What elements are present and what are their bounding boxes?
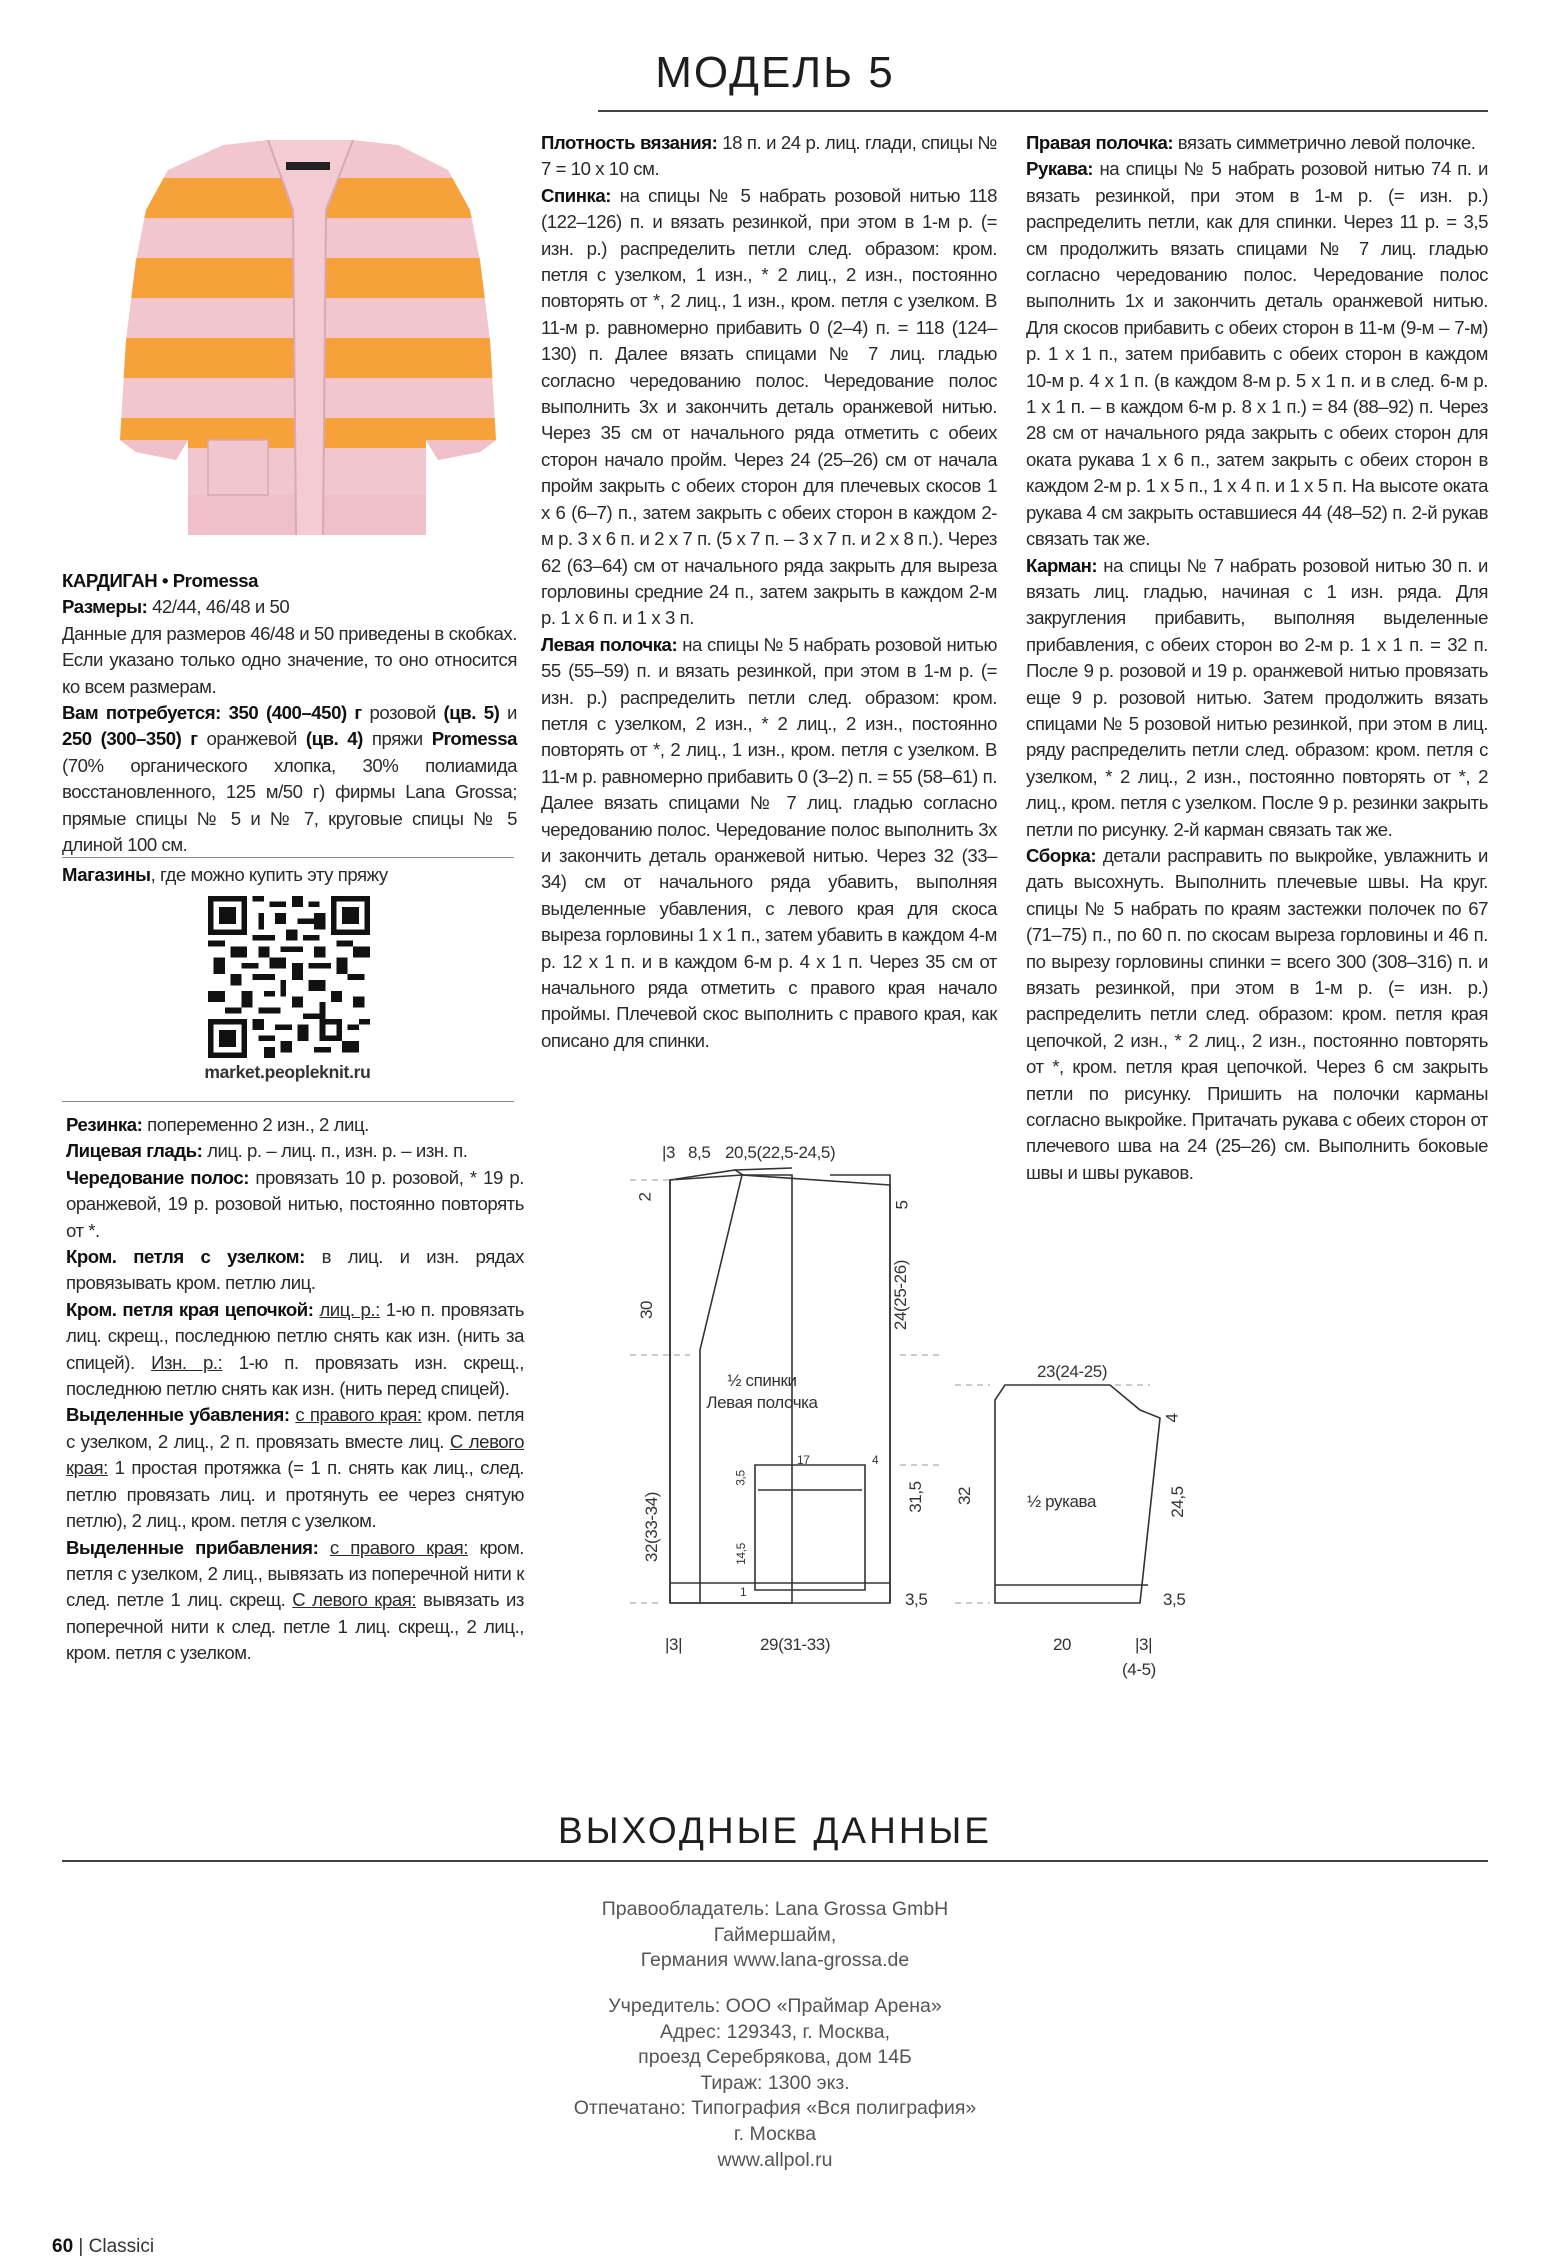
- knot-edge-label: Кром. петля с узелком:: [66, 1246, 305, 1268]
- sleeves-text: на спицы № 5 набрать розовой нитью 74 п. и вязать резинкой, при этом в 1-м р. (= изн. р.) распределить петли, как для спинки. Через 11 р. = 3,5 см продолжить вязать спицами № 7 лиц. гладью согласно чередованию полос. Чередование полос выполнить 1х и закончить деталь оранжевой нитью. Для скосов прибавить с обеих сторон в 11-м (9-м – 7-м) р. 1 х 1 п., затем прибавить с обеих сторон в каждом 10-м р. 4 х 1 п. (в каждом 8-м р. 5 х 1 п. и в след. 6-м р. 1 х 1 п. – в каждом 6-м р. 8 х 1 п.) = 84 (88–92) п. Через 28 см от начального ряда закрыть с обеих сторон для оката рукава 1 х 6 п., затем закрыть с обеих сторон в каждом 2-м р. 1 х 5 п., 1 х 4 п. и 1 х 5 п. На высоте оката рукава 4 см закрыть оставшиеся 44 (48–52) п. 2-й рукав связать так же.: [1026, 158, 1488, 550]
- imprint-line: Германия www.lana-grossa.de: [640, 1949, 910, 1972]
- sleeve-dim-top: 23(24-25): [1037, 1362, 1108, 1381]
- sizes-label: Размеры:: [62, 596, 148, 618]
- inc-left-text: вывязать из поперечной нити к след. петле 1 лиц. скрещ., 2 лиц., кром. петля с узелком.: [66, 1589, 524, 1664]
- footer-separator: |: [73, 2236, 89, 2257]
- chain-edge-ws-text: 1-ю п. провязать изн. скрещ., последнюю петлю снять как изн. (нить перед спицей).: [66, 1351, 525, 1400]
- middle-column: [541, 130, 997, 1054]
- imprint-line: Отпечатано: Типография «Вся полиграфия»: [573, 2097, 977, 2120]
- right-column: [1026, 130, 1488, 1186]
- dim-top-3-val: 3: [666, 1143, 676, 1162]
- imprint-line: Правообладатель: Lana Grossa GmbH: [601, 1898, 949, 1920]
- divider: [62, 1101, 514, 1102]
- dim-right-35: 3,5: [905, 1590, 928, 1609]
- pocket-dim-35: 3,5: [733, 1470, 748, 1486]
- sleeves-label: Рукава:: [1026, 158, 1093, 180]
- inc-left: С левого края:: [292, 1589, 417, 1611]
- page-number: 60: [52, 2236, 74, 2257]
- sleeve-dim-45: (4-5): [1122, 1660, 1156, 1679]
- left-front-text: на спицы № 5 набрать розовой нитью 55 (55–59) п. и вязать резинкой, при этом в 1-м р. (= изн. р.) распределить петли след. образом: кром. петля с узелком, 2 изн., * 2 лиц., 2 изн., постоянно повторять от *, 2 лиц., 1 изн., кром. петля с узелком. В 11-м р. равномерно прибавить 0 (3–2) п. = 55 (58–61) п. Далее вязать спицами № 7 лиц. гладью согласно чередованию полос. Чередование полос выполнить 3х и закончить деталь оранжевой нитью. Через 32 (33–34) см от начального ряда убавить, выполняя выделенные убавления, с левого края для скоса выреза горловины 1 х 1 п., затем убавить в каждом 4-м р. 12 х 1 п. и в каждом 6-м р. 4 х 1 п. Через 35 см от начального ряда отметить с правого края начало проймы. Плечевой скос выполнить с правого края, как описано для спинки.: [541, 633, 997, 1051]
- inc-right-text: кром. петля с узелком, 2 лиц., вывязать из поперечной нити к след. петле 1 лиц. скрещ.: [66, 1536, 524, 1611]
- stockinette-text: лиц. р. – лиц. п., изн. р. – изн. п.: [202, 1140, 468, 1162]
- assembly-text: детали расправить по выкройке, увлажнить и дать высохнуть. Выполнить плечевые швы. На круг. спицы № 5 набрать по краям застежки полочек по 67 (71–75) п., по 60 п. по скосам выреза горловины и 46 п. по вырезу горловины спинки = всего 300 (308–316) п. и вязать резинкой, при этом в 1-м р. (= изн. р.) распределить петли след. образом: кром. петля края цепочкой, 2 изн., * 2 лиц., 2 изн., постоянно повторять от *, кром. петля края цепочкой. Через 6 см закрыть петли по рисунку. Пришить на полочки карманы согласно выкройке. Притачать рукава с обеих сторон от плечевого шва на 24 (25–26) см. Выполнить боковые швы и швы рукавов.: [1026, 844, 1488, 1183]
- sleeve-dim-3: |3|: [1135, 1635, 1153, 1654]
- imprint-title: ВЫХОДНЫЕ ДАННЫЕ: [558, 1810, 992, 1851]
- need-orange-code: (цв. 4): [305, 728, 363, 750]
- sizes-value: 42/44, 46/48 и 50: [147, 596, 290, 618]
- dim-top-3: |3: [662, 1143, 676, 1162]
- right-front-text: вязать симметрично левой полочке.: [1173, 132, 1476, 153]
- dim-right-24: 24(25-26): [891, 1259, 911, 1331]
- chain-edge-ws: Изн. р.:: [151, 1351, 223, 1373]
- dim-right-315: 31,5: [905, 1481, 925, 1513]
- dec-right: с правого края:: [295, 1404, 422, 1426]
- imprint-line: Учредитель: ООО «Праймар Арена»: [608, 1995, 942, 2017]
- imprint-line: проезд Серебрякова, дом 14Б: [638, 2046, 912, 2069]
- need-text-3: оранжевой: [197, 728, 306, 750]
- dim-left-32: 32(33-34): [642, 1491, 662, 1563]
- sleeve-label: ½ рукава: [1027, 1492, 1097, 1511]
- pocket-text: на спицы № 7 набрать розовой нитью 30 п. и вязать лиц. гладью, начиная с 1 изн. ряда. Для закругления прибавить, выполняя выделенные прибавления, с обеих сторон во 2-м р. 1 х 1 п. = 32 п. После 9 р. розовой и 19 р. оранжевой нитью провязать еще 9 р. розовой нитью. Затем продолжить вязать спицами № 5 розовой нитью резинкой, при этом в лиц. ряду распределить петли след. образом: кром. петля с узелком, * 2 лиц., 2 изн., постоянно повторять от *, 2 лиц., кром. петля с узелком. После 9 р. резинки закрыть петли по рисунку. 2-й карман связать так же.: [1026, 554, 1488, 840]
- sleeve-dim-20: 20: [1053, 1635, 1072, 1654]
- qr-url[interactable]: market.peopleknit.ru: [204, 1062, 371, 1082]
- chain-edge-rs-text: 1-ю п. провязать лиц. скрещ., последнюю петлю снять как изн. (нить за спицей).: [66, 1298, 525, 1373]
- stripes-label: Чередование полос:: [66, 1166, 249, 1188]
- dim-bottom-3-val: 3: [669, 1635, 679, 1654]
- dec-right-text: кром. петля с узелком, 2 лиц., 2 п. провязать вместе лиц.: [66, 1404, 525, 1452]
- need-text-1: розовой: [361, 702, 444, 724]
- materials-block: [62, 568, 517, 858]
- title-rule: [598, 110, 1488, 112]
- dec-left: С левого края:: [66, 1430, 524, 1479]
- dim-right-5: 5: [892, 1200, 912, 1210]
- dec-label: Выделенные убавления:: [66, 1404, 290, 1426]
- dim-left-2: 2: [635, 1192, 655, 1202]
- knot-edge-text: в лиц. и изн. рядах провязывать кром. петлю лиц.: [66, 1246, 524, 1294]
- imprint-line: Адрес: 129343, г. Москва,: [659, 2020, 891, 2043]
- need-orange-qty: 250 (300–350) г: [62, 728, 198, 750]
- rib-text: попеременно 2 изн., 2 лиц.: [142, 1114, 369, 1135]
- sleeve-dim-245: 24,5: [1167, 1486, 1187, 1518]
- dec-left-text: 1 простая протяжка (= 1 п. снять как лиц., след. петлю провязать лиц. и протянуть ее через снятую петлю), 2 лиц., кром. петля с узелком.: [66, 1457, 524, 1532]
- imprint-line: Тираж: 1300 экз.: [700, 2071, 850, 2094]
- need-pink-code: (цв. 5): [443, 702, 500, 724]
- pocket-dim-145: 14,5: [733, 1543, 748, 1565]
- sleeve-diagram: [935, 1350, 1205, 1690]
- shops-line: [62, 862, 517, 888]
- pocket-dim-4: 4: [872, 1453, 879, 1467]
- pocket-label: Карман:: [1026, 554, 1098, 576]
- dim-top-205: 20,5(22,5-24,5): [725, 1143, 836, 1162]
- imprint-line[interactable]: www.allpol.ru: [717, 2148, 833, 2171]
- shops-label: Магазины: [62, 864, 151, 885]
- chain-edge-label: Кром. петля края цепочкой:: [66, 1298, 314, 1320]
- qr-code[interactable]: [208, 896, 370, 1058]
- dim-left-30: 30: [637, 1300, 657, 1320]
- body-label-1: ½ спинки: [727, 1371, 797, 1390]
- sleeve-dim-3-val: 3: [1139, 1635, 1149, 1654]
- stripes-text: провязать 10 р. розовой, * 19 р. оранжевой, 19 р. розовой нитью, постоянно повторять от *.: [66, 1166, 524, 1241]
- left-front-label: Левая полочка:: [541, 633, 678, 655]
- rib-label: Резинка:: [66, 1114, 143, 1135]
- need-yarn: Promessa: [431, 728, 517, 750]
- imprint-line: г. Москва: [733, 2122, 817, 2145]
- garment-heading: КАРДИГАН • Promessa: [62, 570, 259, 591]
- need-label: Вам потребуется: 350 (400–450) г: [62, 702, 362, 724]
- imprint-rights: [0, 1897, 1550, 1974]
- body-label-2: Левая полочка: [706, 1393, 818, 1412]
- page-footer: [52, 2236, 154, 2258]
- back-text: на спицы № 5 набрать розовой нитью 118 (122–126) п. и вязать резинкой, при этом в 1-м р. (= изн. р.) распределить петли след. образом: кром. петля с узелком, 1 изн., * 2 лиц., 2 изн., постоянно повторять от *, 2 лиц., 1 изн., кром. петля с узелком. В 11-м р. равномерно прибавить 0 (2–4) п. = 118 (124–130) п. Далее вязать спицами № 7 лиц. гладью согласно чередованию полос. Чередование полос выполнить 3х и закончить деталь оранжевой нитью. Через 35 см от начального ряда отметить с обеих сторон начало пройм. Через 24 (25–26) см от начала пройм закрыть с обеих сторон для плечевых скосов 1 х 6 (6–7) п., затем закрыть с обеих сторон в каждом 2-м р. 3 х 6 п. и 2 х 7 п. (5 х 7 п. – 3 х 7 п. и 2 х 8 п.). Через 62 (63–64) см от начального ряда закрыть для выреза горловины средние 24 п., затем закрыть в каждом 2-м р. 1 х 6 п. и 1 х 3 п.: [541, 184, 997, 629]
- need-rest: (70% органического хлопка, 30% полиамида восстановленного, 125 м/50 г) фирмы Lana Grossa; прямые спицы № 5 и № 7, круговые спицы № 5 длиной 100 см.: [62, 754, 517, 856]
- imprint-rule: [62, 1860, 1488, 1862]
- need-text-4: пряжи: [362, 728, 432, 750]
- inc-right: с правого края:: [329, 1536, 468, 1558]
- need-text-2: и: [499, 702, 517, 724]
- magazine-name: Classici: [88, 2236, 155, 2257]
- back-label: Спинка:: [541, 184, 612, 206]
- gauge-text: 18 п. и 24 р. лиц. глади, спицы № 7 = 10 x 10 см.: [541, 132, 997, 180]
- cardigan-photo: [118, 140, 498, 555]
- dim-bottom-29: 29(31-33): [760, 1635, 831, 1654]
- sizes-note: Данные для размеров 46/48 и 50 приведены в скобках. Если указано только одно значение, то оно относится ко всем размерам.: [62, 622, 517, 697]
- stockinette-label: Лицевая гладь:: [66, 1140, 203, 1162]
- page-title: МОДЕЛЬ 5: [655, 48, 895, 97]
- shops-text: , где можно купить эту пряжу: [150, 864, 388, 885]
- sleeve-dim-4: 4: [1162, 1413, 1182, 1423]
- dim-bottom-3: |3|: [665, 1635, 683, 1654]
- assembly-label: Сборка:: [1026, 844, 1097, 866]
- pocket-dim-1: 1: [740, 1585, 747, 1599]
- right-front-label: Правая полочка:: [1026, 132, 1174, 153]
- imprint-line: Гаймершайм,: [713, 1923, 837, 1946]
- dim-top-85: 8,5: [688, 1143, 711, 1162]
- sleeve-dim-32: 32: [955, 1486, 975, 1506]
- gauge-label: Плотность вязания:: [541, 132, 718, 153]
- techniques-block: [66, 1112, 524, 1667]
- inc-label: Выделенные прибавления:: [66, 1536, 319, 1558]
- chain-edge-rs: лиц. р.:: [319, 1298, 380, 1320]
- divider: [62, 857, 514, 858]
- sleeve-dim-35: 3,5: [1163, 1590, 1186, 1609]
- body-label: [672, 1370, 852, 1414]
- imprint-publisher: [0, 1994, 1550, 2173]
- pocket-dim-17: 17: [797, 1453, 810, 1467]
